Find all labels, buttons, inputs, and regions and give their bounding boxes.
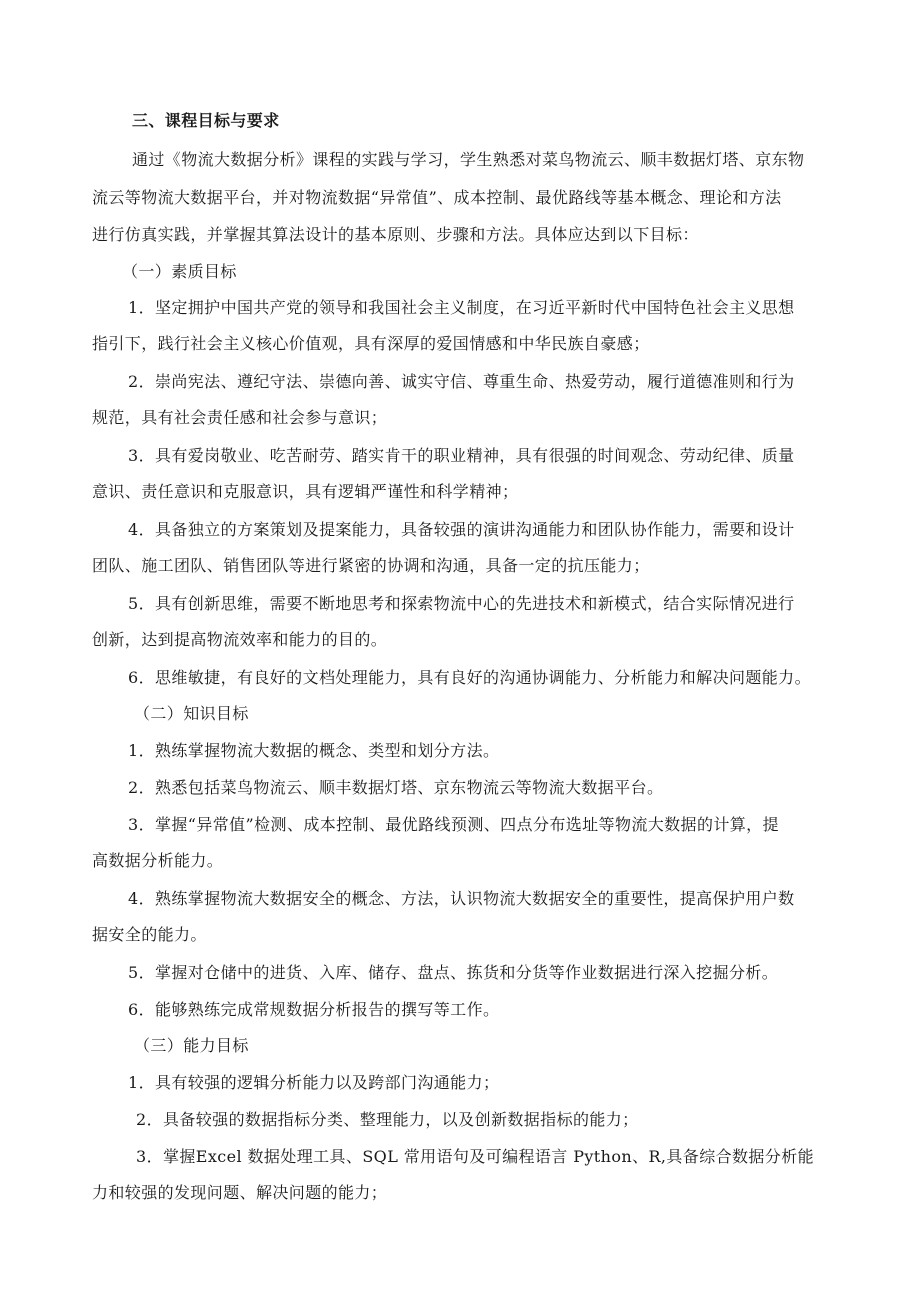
- quality-item-2-line-1: 2．崇尚宪法、遵纪守法、崇德向善、诚实守信、尊重生命、热爱劳动，履行道德准则和行为: [128, 372, 795, 391]
- quality-item-3-line-1: 3．具有爱岗敬业、吃苦耐劳、踏实肯干的职业精神，具有很强的时间观念、劳动纪律、质量: [128, 446, 795, 465]
- knowledge-item-4-line-2: 据安全的能力。: [92, 925, 207, 944]
- intro-line-3: 进行仿真实践，并掌握其算法设计的基本原则、步骤和方法。具体应达到以下目标：: [92, 225, 699, 244]
- quality-item-2-line-2: 规范，具有社会责任感和社会参与意识；: [92, 408, 388, 427]
- knowledge-item-5-line-1: 5．掌握对仓储中的进货、入库、储存、盘点、拣货和分货等作业数据进行深入挖掘分析。: [128, 963, 779, 982]
- quality-item-5-line-2: 创新，达到提高物流效率和能力的目的。: [92, 630, 388, 649]
- ability-item-2-line-1: 2．具备较强的数据指标分类、整理能力，以及创新数据指标的能力；: [136, 1110, 639, 1129]
- intro-line-1: 通过《物流大数据分析》课程的实践与学习，学生熟悉对菜鸟物流云、顺丰数据灯塔、京东物: [132, 150, 805, 169]
- knowledge-heading: （二）知识目标: [134, 704, 249, 723]
- quality-heading: （一）素质目标: [122, 262, 237, 281]
- knowledge-item-6-line-1: 6．能够熟练完成常规数据分析报告的撰写等工作。: [128, 1000, 500, 1019]
- ability-heading: （三）能力目标: [134, 1036, 249, 1055]
- quality-item-3-line-2: 意识、责任意识和克服意识，具有逻辑严谨性和科学精神；: [92, 482, 519, 501]
- knowledge-item-3-line-2: 高数据分析能力。: [92, 851, 224, 870]
- quality-item-4-line-2: 团队、施工团队、销售团队等进行紧密的协调和沟通，具备一定的抗压能力；: [92, 556, 650, 575]
- quality-item-1-line-2: 指引下，践行社会主义核心价值观，具有深厚的爱国情感和中华民族自豪感；: [92, 334, 650, 353]
- knowledge-item-4-line-1: 4．熟练掌握物流大数据安全的概念、方法，认识物流大数据安全的重要性，提高保护用户数: [128, 889, 795, 908]
- knowledge-item-2-line-1: 2．熟悉包括菜鸟物流云、顺丰数据灯塔、京东物流云等物流大数据平台。: [128, 778, 664, 797]
- quality-item-4-line-1: 4．具备独立的方案策划及提案能力，具备较强的演讲沟通能力和团队协作能力，需要和设计: [128, 520, 795, 539]
- ability-item-1-line-1: 1．具有较强的逻辑分析能力以及跨部门沟通能力；: [128, 1073, 500, 1092]
- quality-item-1-line-1: 1．坚定拥护中国共产党的领导和我国社会主义制度，在习近平新时代中国特色社会主义思想: [128, 298, 795, 317]
- ability-item-3-line-2: 力和较强的发现问题、解决问题的能力；: [92, 1183, 388, 1202]
- quality-item-5-line-1: 5．具有创新思维，需要不断地思考和探索物流中心的先进技术和新模式，结合实际情况进行: [128, 594, 795, 613]
- knowledge-item-3-line-1: 3．掌握“异常值”检测、成本控制、最优路线预测、四点分布选址等物流大数据的计算，提: [128, 815, 779, 834]
- knowledge-item-1-line-1: 1．熟练掌握物流大数据的概念、类型和划分方法。: [128, 741, 500, 760]
- quality-item-6-line-1: 6．思维敏捷，有良好的文档处理能力，具有良好的沟通协调能力、分析能力和解决问题能力。: [128, 668, 811, 687]
- section-title: 三、课程目标与要求: [132, 111, 280, 130]
- ability-item-3-line-1: 3．掌握Excel 数据处理工具、SQL 常用语句及可编程语言 Python、R,具备综合数据分析能: [136, 1147, 815, 1166]
- intro-line-2: 流云等物流大数据平台，并对物流数据“异常值”、成本控制、最优路线等基本概念、理论和方法: [92, 188, 782, 207]
